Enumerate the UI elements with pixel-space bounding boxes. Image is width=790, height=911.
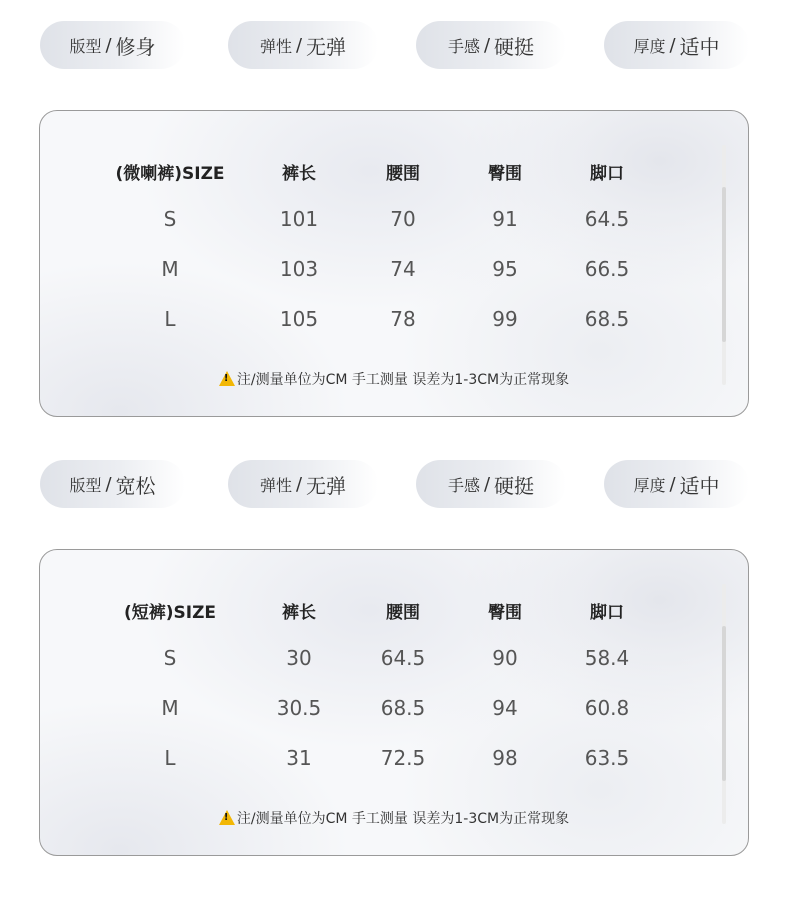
table-cell-hip: 94 bbox=[492, 696, 518, 720]
attribute-separator: / bbox=[483, 473, 491, 495]
measurement-note bbox=[40, 808, 748, 828]
table-cell-hip: 98 bbox=[492, 746, 518, 770]
warning-triangle-icon bbox=[219, 371, 235, 386]
attribute-separator: / bbox=[669, 473, 676, 495]
attribute-pill-feel bbox=[416, 21, 566, 69]
attribute-separator: / bbox=[295, 34, 303, 56]
scrollbar-track[interactable] bbox=[722, 145, 726, 385]
table-cell-waist: 72.5 bbox=[380, 746, 426, 770]
measurement-note-text: 注/测量单位为CM 手工测量 误差为1-3CM为正常现象 bbox=[236, 372, 570, 388]
size-table-card-1 bbox=[39, 110, 749, 417]
table-cell-length: 31 bbox=[286, 746, 312, 770]
attribute-pill-fit bbox=[40, 460, 185, 508]
attribute-value: 适中 bbox=[679, 34, 720, 59]
attribute-separator: / bbox=[295, 473, 303, 495]
table-cell-hip: 99 bbox=[492, 307, 518, 331]
table-cell-hip: 90 bbox=[492, 646, 518, 670]
table-cell-hem: 58.4 bbox=[584, 646, 630, 670]
attribute-key: 弹性 bbox=[259, 475, 292, 495]
table-header-hip: 臀围 bbox=[488, 603, 522, 623]
attribute-separator: / bbox=[105, 473, 112, 495]
table-cell-length: 30 bbox=[286, 646, 312, 670]
attribute-key: 手感 bbox=[447, 36, 480, 56]
attribute-pills bbox=[0, 460, 790, 520]
table-header-size: (微喇裤)SIZE bbox=[115, 164, 225, 184]
table-header-hip: 臀围 bbox=[488, 164, 522, 184]
table-cell-hem: 68.5 bbox=[584, 307, 630, 331]
table-cell-waist: 70 bbox=[390, 207, 416, 231]
attribute-pill-elasticity bbox=[228, 21, 378, 69]
attribute-pill-elasticity bbox=[228, 460, 378, 508]
table-header-length: 裤长 bbox=[282, 164, 316, 184]
measurement-note bbox=[40, 369, 748, 389]
warning-triangle-icon bbox=[219, 810, 235, 825]
attribute-key: 版型 bbox=[69, 475, 102, 495]
table-header-hem: 脚口 bbox=[590, 603, 624, 623]
table-header-waist: 腰围 bbox=[386, 164, 420, 184]
attribute-key: 厚度 bbox=[633, 36, 666, 56]
spec-section-1 bbox=[0, 21, 790, 81]
table-cell-waist: 64.5 bbox=[380, 646, 426, 670]
table-cell-length: 105 bbox=[279, 307, 319, 331]
attribute-separator: / bbox=[483, 34, 491, 56]
size-table-card-2 bbox=[39, 549, 749, 856]
attribute-pill-fit bbox=[40, 21, 185, 69]
table-cell-hem: 66.5 bbox=[584, 257, 630, 281]
table-cell-length: 101 bbox=[279, 207, 319, 231]
table-header-length: 裤长 bbox=[282, 603, 316, 623]
table-cell-size: L bbox=[164, 746, 176, 770]
attribute-value: 适中 bbox=[679, 473, 720, 498]
table-cell-waist: 68.5 bbox=[380, 696, 426, 720]
attribute-separator: / bbox=[669, 34, 676, 56]
attribute-pill-thickness bbox=[604, 21, 749, 69]
table-cell-size: M bbox=[161, 257, 179, 281]
table-cell-hip: 95 bbox=[492, 257, 518, 281]
attribute-value: 修身 bbox=[115, 34, 156, 59]
attribute-value: 宽松 bbox=[115, 473, 156, 498]
attribute-key: 手感 bbox=[447, 475, 480, 495]
table-header-waist: 腰围 bbox=[386, 603, 420, 623]
attribute-separator: / bbox=[105, 34, 112, 56]
table-cell-hem: 64.5 bbox=[584, 207, 630, 231]
measurement-note-text: 注/测量单位为CM 手工测量 误差为1-3CM为正常现象 bbox=[236, 811, 570, 827]
attribute-value: 无弹 bbox=[306, 34, 347, 59]
table-cell-hip: 91 bbox=[492, 207, 518, 231]
attribute-value: 硬挺 bbox=[494, 473, 535, 498]
table-cell-length: 30.5 bbox=[276, 696, 322, 720]
table-cell-waist: 74 bbox=[390, 257, 416, 281]
spec-section-2 bbox=[0, 460, 790, 520]
table-cell-hem: 63.5 bbox=[584, 746, 630, 770]
table-cell-hem: 60.8 bbox=[584, 696, 630, 720]
table-header-size: (短裤)SIZE bbox=[123, 603, 217, 623]
table-cell-length: 103 bbox=[279, 257, 319, 281]
scrollbar-thumb[interactable] bbox=[722, 626, 726, 781]
attribute-pill-thickness bbox=[604, 460, 749, 508]
table-cell-size: S bbox=[163, 646, 177, 670]
table-cell-waist: 78 bbox=[390, 307, 416, 331]
table-cell-size: L bbox=[164, 307, 176, 331]
attribute-value: 硬挺 bbox=[494, 34, 535, 59]
scrollbar-track[interactable] bbox=[722, 584, 726, 824]
attribute-pill-feel bbox=[416, 460, 566, 508]
attribute-key: 弹性 bbox=[259, 36, 292, 56]
table-cell-size: M bbox=[161, 696, 179, 720]
attribute-pills bbox=[0, 21, 790, 81]
attribute-key: 版型 bbox=[69, 36, 102, 56]
attribute-key: 厚度 bbox=[633, 475, 666, 495]
scrollbar-thumb[interactable] bbox=[722, 187, 726, 342]
table-cell-size: S bbox=[163, 207, 177, 231]
table-header-hem: 脚口 bbox=[590, 164, 624, 184]
attribute-value: 无弹 bbox=[306, 473, 347, 498]
